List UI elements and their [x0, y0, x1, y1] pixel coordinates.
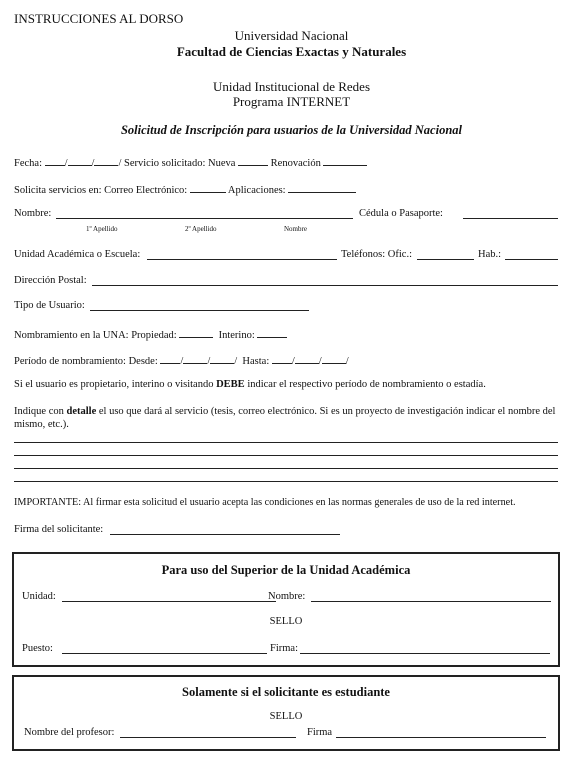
aplicaciones-field[interactable]: [288, 182, 356, 193]
period-note-emphasis: DEBE: [216, 379, 245, 390]
propiedad-label: Nombramiento en la UNA: Propiedad:: [14, 330, 177, 341]
direccion-label: Dirección Postal:: [14, 275, 87, 286]
unidad-field[interactable]: [147, 259, 337, 260]
superior-section-title: Para uso del Superior de la Unidad Académica: [161, 563, 411, 577]
unit-name: Unidad Institucional de Redes: [212, 79, 371, 94]
student-section: [12, 675, 560, 751]
fecha-row: Fecha: / / / Servicio solicitado: Nueva Renovación: [14, 155, 367, 169]
interino-field[interactable]: [257, 327, 287, 338]
student-firma-field[interactable]: [336, 737, 546, 738]
usage-instructions-text: Indique con: [14, 406, 67, 417]
hasta-year-field[interactable]: [322, 353, 346, 364]
student-sello: SELLO: [269, 711, 303, 722]
superior-firma-field[interactable]: [300, 653, 550, 654]
superior-nombre-label: Nombre:: [268, 591, 306, 602]
direccion-field[interactable]: [92, 285, 558, 286]
hasta-day-field[interactable]: [272, 353, 292, 364]
period-note-text-end: indicar el respectivo período de nombramiento o estadía.: [244, 379, 486, 390]
telefonos-label: Teléfonos: Ofic.:: [341, 249, 412, 260]
cedula-label: Cédula o Pasaporte:: [359, 208, 443, 219]
superior-puesto-label: Puesto:: [22, 643, 53, 654]
nueva-label: Nueva: [208, 158, 236, 169]
renovacion-label: Renovación: [270, 158, 321, 169]
firma-solicitante-label: Firma del solicitante:: [14, 524, 104, 535]
aplicaciones-label: Aplicaciones:: [227, 185, 286, 196]
apellido2-caption: 2º Apellido: [185, 225, 217, 233]
student-firma-label: Firma: [307, 727, 333, 738]
usage-instructions-emphasis: detalle: [66, 406, 97, 417]
profesor-label: Nombre del profesor:: [24, 727, 115, 738]
nombre-label: Nombre:: [14, 208, 52, 219]
servicio-label: Servicio solicitado:: [124, 158, 206, 169]
usage-line-1[interactable]: [14, 442, 558, 443]
instructions-note: INSTRUCCIONES AL DORSO: [14, 11, 184, 26]
superior-puesto-field[interactable]: [62, 653, 267, 654]
solicita-label: Solicita servicios en: Correo Electrónico:: [14, 185, 188, 196]
fecha-label: Fecha:: [14, 158, 42, 169]
usage-line-3[interactable]: [14, 468, 558, 469]
hab-label: Hab.:: [478, 249, 502, 260]
servicios-row: [14, 182, 356, 196]
hasta-label: Hasta:: [242, 356, 270, 367]
fecha-day-field[interactable]: [45, 155, 65, 166]
renovacion-field[interactable]: [323, 155, 367, 166]
desde-year-field[interactable]: [210, 353, 234, 364]
superior-section: [12, 552, 560, 667]
usage-line-2[interactable]: [14, 455, 558, 456]
periodo-row: Período de nombramiento: Desde: / / / Hasta: / / /: [14, 353, 349, 367]
usage-instructions-text-end: el uso que dará al servicio (tesis, correo electrónico. Si es un proyecto de investigación indicar el nombre del mismo, etc.).: [14, 406, 556, 430]
propiedad-field[interactable]: [179, 327, 213, 338]
tipo-label: Tipo de Usuario:: [14, 300, 85, 311]
form-title: Solicitud de Inscripción para usuarios de la Universidad Nacional: [120, 123, 462, 137]
tipo-field[interactable]: [90, 310, 309, 311]
unidad-label: Unidad Académica o Escuela:: [14, 249, 141, 260]
cedula-field[interactable]: [463, 218, 558, 219]
fecha-month-field[interactable]: [68, 155, 92, 166]
superior-nombre-field[interactable]: [311, 601, 551, 602]
student-section-title: Solamente si el solicitante es estudiante: [182, 685, 390, 699]
interino-label: Interino:: [218, 330, 255, 341]
superior-unidad-label: Unidad:: [22, 591, 56, 602]
superior-unidad-field[interactable]: [62, 601, 276, 602]
hasta-month-field[interactable]: [295, 353, 319, 364]
nombramiento-row: [14, 327, 287, 341]
fecha-year-field[interactable]: [94, 155, 118, 166]
period-note-text: Si el usuario es propietario, interino o visitando: [14, 379, 217, 390]
usage-instructions: [14, 405, 562, 431]
period-note: [14, 379, 570, 390]
program-name: Programa INTERNET: [232, 94, 351, 109]
telefono-hab-field[interactable]: [505, 259, 558, 260]
firma-solicitante-field[interactable]: [110, 534, 340, 535]
desde-month-field[interactable]: [183, 353, 207, 364]
faculty-name: Facultad de Ciencias Exactas y Naturales: [176, 44, 407, 59]
correo-field[interactable]: [190, 182, 226, 193]
periodo-desde-label: Período de nombramiento: Desde:: [14, 356, 158, 367]
important-note: IMPORTANTE: Al firmar esta solicitud el usuario acepta las condiciones en las normas generales de uso de la red internet.: [14, 497, 516, 508]
desde-day-field[interactable]: [160, 353, 180, 364]
usage-line-4[interactable]: [14, 481, 558, 482]
profesor-field[interactable]: [120, 737, 296, 738]
nueva-field[interactable]: [238, 155, 268, 166]
telefono-oficina-field[interactable]: [417, 259, 474, 260]
nombre-caption: Nombre: [284, 225, 307, 233]
superior-firma-label: Firma:: [270, 643, 298, 654]
nombre-field[interactable]: [56, 218, 353, 219]
superior-sello: SELLO: [269, 616, 303, 627]
apellido1-caption: 1º Apellido: [86, 225, 118, 233]
university-name: Universidad Nacional: [234, 28, 349, 43]
